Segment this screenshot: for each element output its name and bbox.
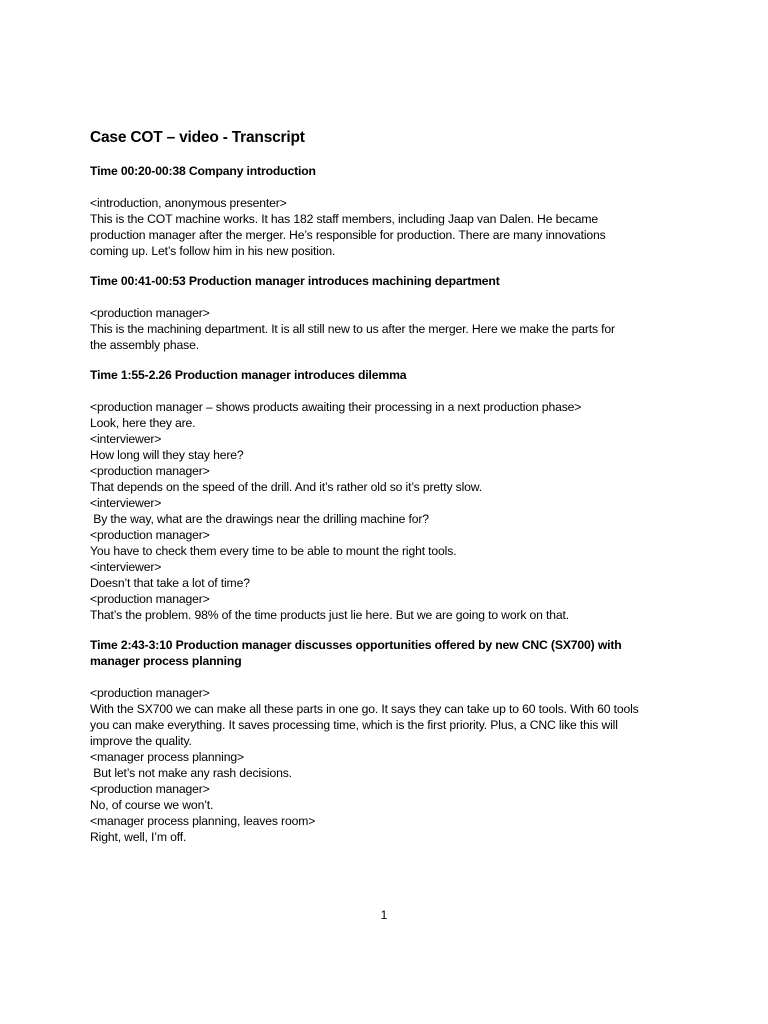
transcript-line: <interviewer> xyxy=(90,496,162,510)
transcript-line: <manager process planning> xyxy=(90,750,244,764)
section-heading: Time 00:20-00:38 Company introduction xyxy=(90,164,316,178)
transcript-line: By the way, what are the drawings near the drilling machine for? xyxy=(90,512,429,526)
transcript-line: <production manager> xyxy=(90,306,210,320)
section-dilemma xyxy=(90,367,690,623)
document-page xyxy=(90,128,690,859)
section-heading: Time 2:43-3:10 Production manager discusses opportunities offered by new CNC (SX700) with manager process planning xyxy=(90,638,622,668)
transcript-line: Right, well, I’m off. xyxy=(90,830,187,844)
transcript-line: That’s the problem. 98% of the time products just lie here. But we are going to work on that. xyxy=(90,608,570,622)
document-title: Case COT – video - Transcript xyxy=(90,129,305,146)
transcript-line: <production manager> xyxy=(90,782,210,796)
transcript-line: you can make everything. It saves processing time, which is the first priority. Plus, a CNC like this will xyxy=(90,718,618,732)
transcript-line: <production manager – shows products awaiting their processing in a next production phase> xyxy=(90,400,582,414)
transcript-line: How long will they stay here? xyxy=(90,448,244,462)
transcript-line: Doesn’t that take a lot of time? xyxy=(90,576,250,590)
section-heading: Time 1:55-2.26 Production manager introduces dilemma xyxy=(90,368,407,382)
transcript-line: But let’s not make any rash decisions. xyxy=(90,766,292,780)
transcript-line: With the SX700 we can make all these parts in one go. It says they can take up to 60 tools. With 60 tools xyxy=(90,702,639,716)
transcript-line: This is the machining department. It is all still new to us after the merger. Here we make the parts for xyxy=(90,322,615,336)
transcript-line: <production manager> xyxy=(90,592,210,606)
transcript-line: This is the COT machine works. It has 182 staff members, including Jaap van Dalen. He became xyxy=(90,212,599,226)
transcript-line: <production manager> xyxy=(90,464,210,478)
section-company-introduction xyxy=(90,163,690,259)
transcript-line: coming up. Let’s follow him in his new position. xyxy=(90,244,336,258)
transcript-line: <interviewer> xyxy=(90,432,162,446)
transcript-line: <production manager> xyxy=(90,686,210,700)
transcript-line: <interviewer> xyxy=(90,560,162,574)
transcript-line: production manager after the merger. He’s responsible for production. There are many innovations xyxy=(90,228,606,242)
transcript-line: <manager process planning, leaves room> xyxy=(90,814,316,828)
section-cnc-opportunities xyxy=(90,637,690,845)
transcript-line: improve the quality. xyxy=(90,734,192,748)
transcript-line: No, of course we won’t. xyxy=(90,798,214,812)
transcript-line: the assembly phase. xyxy=(90,338,199,352)
section-heading: Time 00:41-00:53 Production manager introduces machining department xyxy=(90,274,500,288)
transcript-line: That depends on the speed of the drill. And it’s rather old so it’s pretty slow. xyxy=(90,480,483,494)
page-number: 1 xyxy=(380,908,388,922)
transcript-line: <production manager> xyxy=(90,528,210,542)
transcript-line: You have to check them every time to be able to mount the right tools. xyxy=(90,544,457,558)
section-machining-department xyxy=(90,273,690,353)
transcript-line: <introduction, anonymous presenter> xyxy=(90,196,287,210)
transcript-line: Look, here they are. xyxy=(90,416,196,430)
